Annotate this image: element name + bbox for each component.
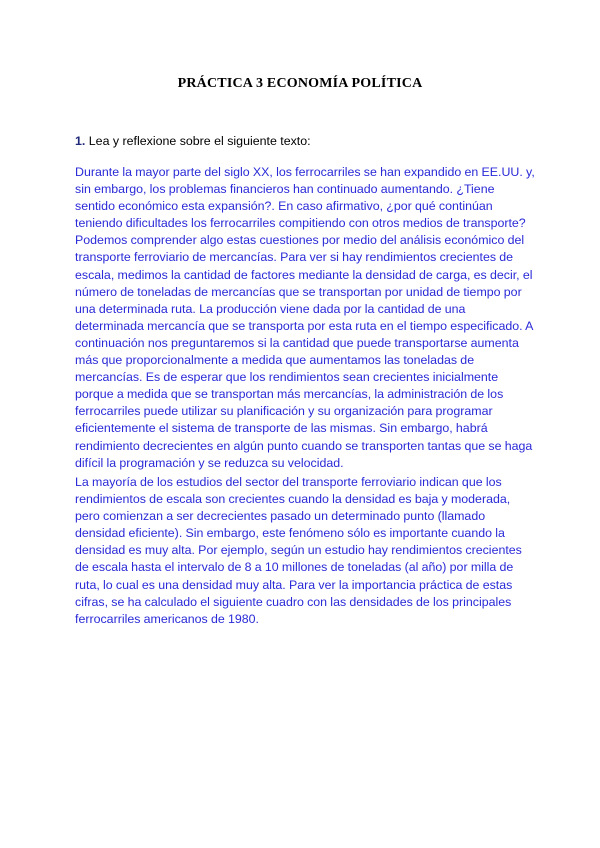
page-title: PRÁCTICA 3 ECONOMÍA POLÍTICA (177, 76, 423, 91)
question-text: Lea y reflexione sobre el siguiente texto: (85, 134, 311, 148)
question-number: 1. (75, 134, 86, 148)
body-paragraph-1: Durante la mayor parte del siglo XX, los ferrocarriles se han expandido en EE.UU. y, sin embargo, los problemas financieros han continuado aumentando. ¿Tiene sentido económico esta expansión?. En caso afirmativo, ¿por qué continúan teniendo dificultades los ferrocarriles compitiendo con otros medios de transporte? Podemos comprender algo estas cuestiones por medio del análisis económico del transporte ferroviario de mercancías. Para ver si hay rendimientos crecientes de escala, medimos la cantidad de factores mediante la densidad de carga, es decir, el número de toneladas de mercancías que se transportan por unidad de tiempo por una determinada ruta. La producción viene dada por la cantidad de una determinada mercancía que se transporta por esta ruta en el tiempo especificado. A continuación nos preguntaremos si la cantidad que puede transportarse aumenta más que proporcionalmente a medida que aumentamos las toneladas de mercancías. Es de esperar que los rendimientos sean crecientes inicialmente porque a medida que se transportan más mercancías, la administración de los ferrocarriles puede utilizar su planificación y su organización para programar eficientemente el sistema de transporte de las mismas. Sin embargo, habrá rendimiento decrecientes en algún punto cuando se transporten tantas que se haga difícil la programación y se reduzca su velocidad. (75, 165, 535, 470)
body-paragraph-2: La mayoría de los estudios del sector del transporte ferroviario indican que los rendimientos de escala son crecientes cuando la densidad es baja y moderada, pero comienzan a ser decrecientes pasado un determinado punto (llamado densidad eficiente). Sin embargo, este fenómeno sólo es importante cuando la densidad es muy alta. Por ejemplo, según un estudio hay rendimientos crecientes de escala hasta el intervalo de 8 a 10 millones de toneladas (al año) por milla de ruta, lo cual es una densidad muy alta. Para ver la importancia práctica de estas cifras, se ha calculado el siguiente cuadro con las densidades de los principales ferrocarriles americanos de 1980. (75, 475, 522, 626)
question-1 (75, 134, 535, 148)
